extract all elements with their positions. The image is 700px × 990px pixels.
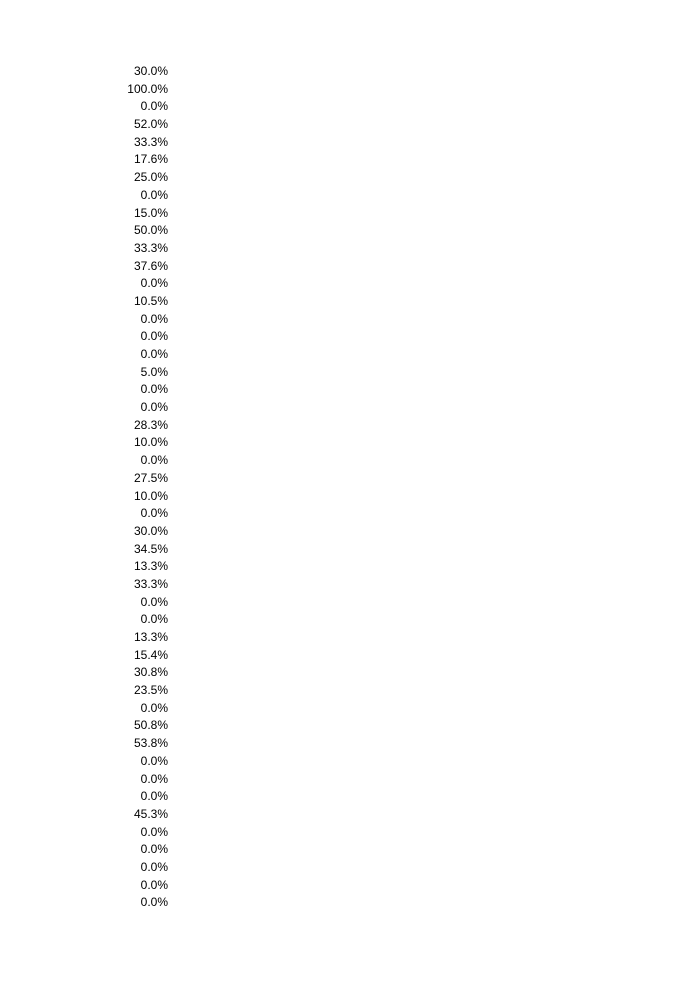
percentage-cell: 5.0% xyxy=(140,364,168,379)
percentage-cell: 33.3% xyxy=(133,134,168,149)
percentage-cell: 17.6% xyxy=(133,152,168,167)
percentage-cell: 25.0% xyxy=(133,170,168,185)
percentage-cell: 0.0% xyxy=(140,276,168,291)
percentage-cell: 52.0% xyxy=(133,117,168,132)
percentage-cell: 0.0% xyxy=(140,187,168,202)
percentage-cell: 0.0% xyxy=(140,877,168,892)
percentage-cell: 0.0% xyxy=(140,382,168,397)
percentage-cell: 15.4% xyxy=(133,647,168,662)
percentage-cell: 53.8% xyxy=(133,736,168,751)
percentage-cell: 13.3% xyxy=(133,630,168,644)
percentage-cell: 37.6% xyxy=(133,258,168,273)
percentage-cell: 34.5% xyxy=(133,541,168,556)
percentage-cell: 0.0% xyxy=(140,895,168,910)
percentage-cell: 0.0% xyxy=(140,859,168,874)
percentage-cell: 0.0% xyxy=(140,753,168,768)
percentage-cell: 0.0% xyxy=(140,347,168,361)
percentage-cell: 13.3% xyxy=(133,559,168,574)
percentage-cell: 30.8% xyxy=(133,665,168,680)
percentage-cell: 0.0% xyxy=(140,400,168,415)
percentage-cell: 0.0% xyxy=(140,842,168,857)
percentage-cell: 10.0% xyxy=(133,435,168,450)
percentage-cell: 33.3% xyxy=(133,576,168,591)
percentage-cell: 0.0% xyxy=(140,594,168,609)
percentage-cell: 15.0% xyxy=(133,205,168,220)
percentage-cell: 0.0% xyxy=(140,789,168,804)
percentage-cell: 50.8% xyxy=(133,718,168,733)
percentage-cell: 27.5% xyxy=(133,470,168,485)
percentage-cell: 28.3% xyxy=(133,417,168,432)
percentage-cell: 50.0% xyxy=(133,223,168,238)
percentage-column xyxy=(100,63,168,912)
percentage-cell: 0.0% xyxy=(140,824,168,839)
percentage-cell: 0.0% xyxy=(140,612,168,627)
percentage-cell: 0.0% xyxy=(140,311,168,326)
percentage-cell: 0.0% xyxy=(140,700,168,715)
percentage-cell: 100.0% xyxy=(127,81,168,96)
percentage-cell: 10.0% xyxy=(133,488,168,503)
percentage-cell: 30.0% xyxy=(133,523,168,538)
percentage-cell: 10.5% xyxy=(133,293,168,308)
percentage-cell: 30.0% xyxy=(133,64,168,78)
percentage-cell: 0.0% xyxy=(140,506,168,521)
percentage-cell: 45.3% xyxy=(133,806,168,821)
percentage-cell: 23.5% xyxy=(133,683,168,698)
percentage-cell: 33.3% xyxy=(133,240,168,255)
percentage-cell: 0.0% xyxy=(140,771,168,786)
percentage-cell: 0.0% xyxy=(140,453,168,468)
percentage-cell: 0.0% xyxy=(140,329,168,344)
percentage-cell: 0.0% xyxy=(140,99,168,114)
